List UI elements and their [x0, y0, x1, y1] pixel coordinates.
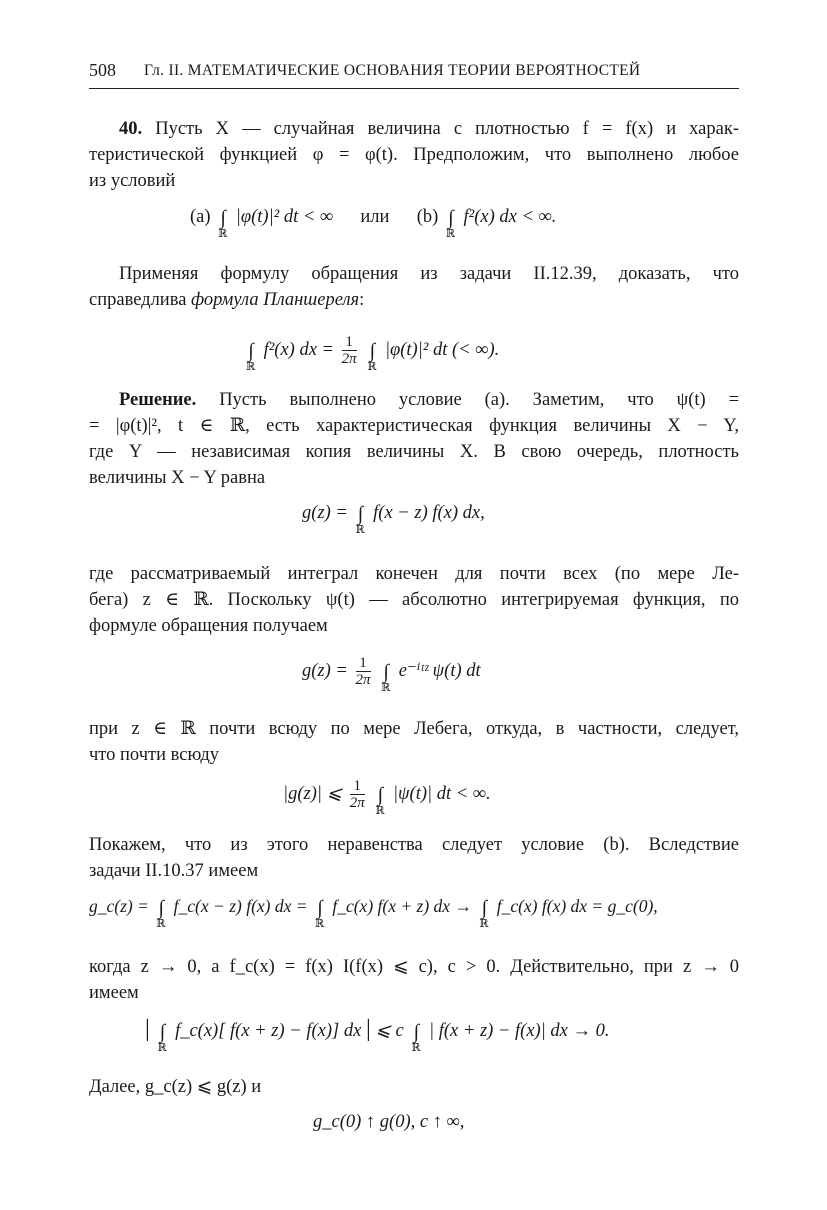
solution-line-2: = |φ(t)|², t ∈ ℝ, есть характеристическая функция величины X − Y, — [89, 416, 739, 436]
integral-sign: ∫ ℝ — [367, 339, 377, 373]
plancherel-term: формула Планшереля — [191, 290, 360, 310]
running-header — [89, 58, 739, 89]
problem-number: 40. — [119, 119, 143, 139]
fraction-1-2pi: $\frac{1}{2\pi}$ — [355, 655, 371, 688]
solution-line-11: задачи II.10.37 имеем — [89, 861, 259, 881]
solution-line-8: при z ∈ ℝ почти всюду по мере Лебега, откуда, в частности, следует, — [89, 719, 739, 739]
or-word: или — [360, 207, 390, 227]
equation-g-bound: |g(z)| ⩽ $\frac{1}{2\pi}$ ∫ ℝ |ψ(t)| dt < ∞. — [283, 778, 491, 817]
running-title: Гл. II. МАТЕМАТИЧЕСКИЕ ОСНОВАНИЯ ТЕОРИИ ВЕРОЯТНОСТЕЙ — [144, 62, 641, 79]
solution-line-7: формуле обращения получаем — [89, 616, 328, 636]
solution-line-3: где Y — независимая копия величины X. В свою очередь, плотность — [89, 442, 739, 462]
cond-b-label: (b) — [416, 207, 439, 227]
cond-a-label: (a) — [190, 207, 211, 227]
problem-line-2: теристической функцией φ = φ(t). Предположим, что выполнено любое — [89, 145, 739, 165]
conditions-formula — [190, 207, 557, 240]
cond-b-expr: f²(x) dx < ∞. — [463, 207, 557, 227]
integral-sign: ∫ ℝ — [218, 207, 228, 240]
problem-text: Пусть X — случайная величина с плотностью f = f(x) и харак- — [155, 119, 740, 139]
equation-gc-monotone: g_c(0) ↑ g(0), c ↑ ∞, — [313, 1112, 465, 1132]
solution-line-1: Решение. Пусть выполнено условие (a). Заметим, что ψ(t) = — [119, 390, 739, 410]
integral-sign: ∫ ℝ — [375, 783, 385, 817]
equation-g-convolution: g(z) = ∫ ℝ f(x − z) f(x) dx, — [302, 503, 485, 536]
plancherel-formula: ∫ ℝ f²(x) dx = $\frac{1}{2\pi}$ ∫ ℝ |φ(t)|² dt (< ∞). — [243, 334, 499, 367]
integral-sign: ∫ ℝ — [411, 1021, 421, 1054]
cond-a-expr: |φ(t)|² dt < ∞ — [235, 207, 334, 227]
integral-sign: ∫ ℝ — [355, 503, 365, 536]
integral-sign: ∫ ℝ — [156, 897, 166, 930]
integral-sign: ∫ ℝ — [381, 660, 391, 694]
fraction-1-2pi: $\frac{1}{2\pi}$ — [341, 334, 357, 367]
solution-line-13: имеем — [89, 983, 139, 1003]
solution-line-10: Покажем, что из этого неравенства следует условие (b). Вследствие — [89, 835, 739, 855]
page-number: 508 — [89, 60, 116, 80]
fraction-1-2pi: $\frac{1}{2\pi}$ — [349, 778, 365, 811]
solution-line-5: где рассматриваемый интеграл конечен для почти всех (по мере Ле- — [89, 564, 739, 584]
integral-sign: ∫ ℝ — [479, 897, 489, 930]
problem-line-4: Применяя формулу обращения из задачи II.12.39, доказать, что — [119, 264, 739, 284]
solution-line-14: Далее, g_c(z) ⩽ g(z) и — [89, 1077, 262, 1097]
equation-gc-limit: g_c(z) = ∫ ℝ f_c(x − z) f(x) dx = ∫ ℝ f_c(x) f(x + z) dx → ∫ ℝ f_c(x) f(x) dx = g_c(0), — [89, 896, 658, 930]
solution-label: Решение. — [119, 390, 197, 410]
solution-line-9: что почти всюду — [89, 745, 219, 765]
integral-sign: ∫ ℝ — [157, 1021, 167, 1054]
problem-line-1 — [89, 117, 739, 141]
problem-line-5: справедлива формула Планшереля: — [89, 290, 365, 310]
integral-sign: ∫ ℝ — [314, 897, 325, 930]
solution-line-12: когда z → 0, а f_c(x) = f(x) I(f(x) ⩽ c), c > 0. Действительно, при z → 0 — [89, 957, 739, 977]
equation-g-inversion: g(z) = $\frac{1}{2\pi}$ ∫ ℝ e⁻ⁱᵗᶻ ψ(t) dt — [302, 655, 481, 694]
solution-line-4: величины X − Y равна — [89, 468, 266, 488]
integral-sign: ∫ ℝ — [246, 339, 256, 373]
integral-sign: ∫ ℝ — [445, 207, 456, 240]
problem-line-3: из условий — [89, 171, 176, 191]
equation-gc-continuity: | ∫ ℝ f_c(x)[ f(x + z) − f(x)] dx | ⩽ c ∫ ℝ | f(x + z) − f(x)| dx → 0. — [145, 1016, 610, 1054]
solution-line-6: бега) z ∈ ℝ. Поскольку ψ(t) — абсолютно интегрируемая функция, по — [89, 590, 739, 610]
